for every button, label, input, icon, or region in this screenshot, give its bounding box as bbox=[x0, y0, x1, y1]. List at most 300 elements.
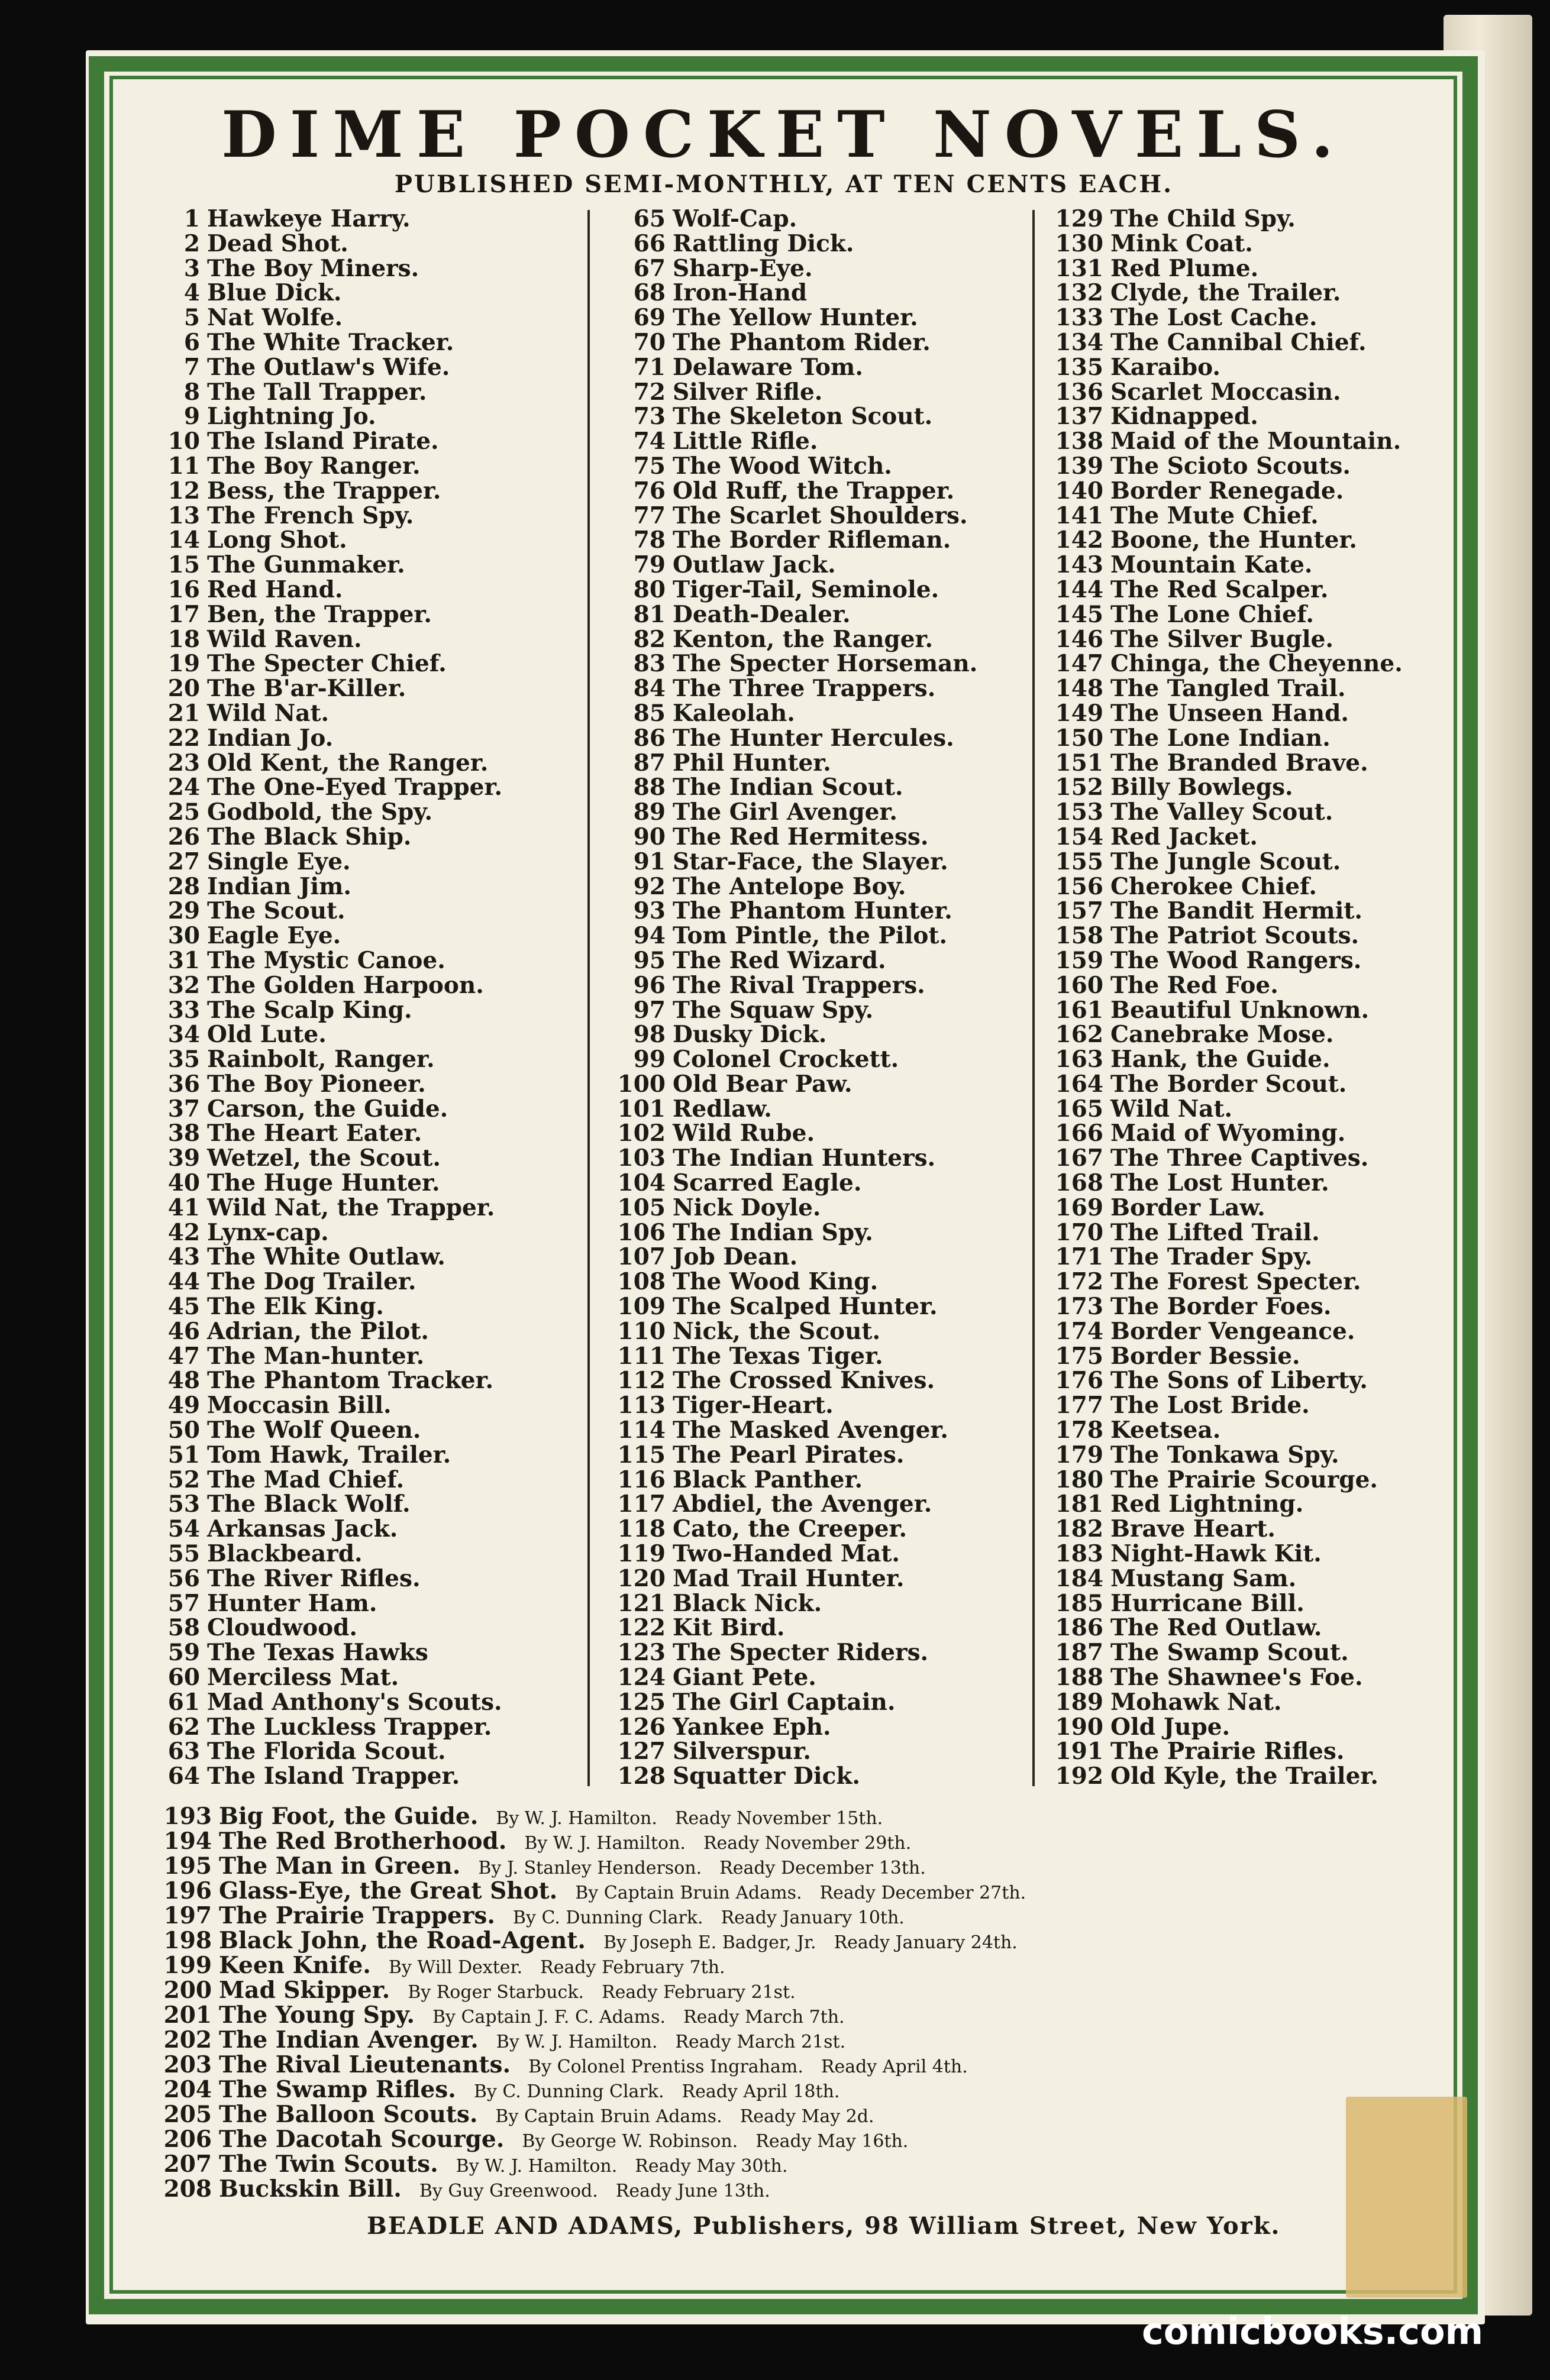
item-title: Tiger-Tail, Seminole. bbox=[673, 575, 939, 603]
item-number: 35 bbox=[167, 1046, 200, 1073]
item-title: Boone, the Hunter. bbox=[1110, 526, 1358, 554]
item-title: The Lone Chief. bbox=[1110, 600, 1314, 628]
column-divider bbox=[1032, 210, 1035, 1786]
list-item bbox=[1038, 775, 1403, 800]
item-number: 11 bbox=[167, 452, 200, 480]
item-number: 178 bbox=[1055, 1417, 1103, 1444]
item-title: Outlaw Jack. bbox=[673, 551, 836, 579]
item-title: Old Jupe. bbox=[1110, 1713, 1231, 1741]
item-author: By Captain Bruin Adams. bbox=[575, 1883, 802, 1903]
item-title: The Heart Eater. bbox=[207, 1120, 422, 1147]
list-item bbox=[606, 1690, 977, 1715]
item-number: 97 bbox=[633, 996, 666, 1024]
item-number: 134 bbox=[1055, 328, 1103, 356]
list-item bbox=[159, 528, 502, 553]
item-title: Iron-Hand bbox=[673, 279, 808, 307]
item-author: By Guy Greenwood. bbox=[419, 2181, 598, 2201]
item-number: 56 bbox=[167, 1564, 200, 1592]
list-item bbox=[606, 775, 977, 800]
list-item bbox=[159, 207, 502, 232]
item-title: The Forest Specter. bbox=[1110, 1268, 1361, 1296]
item-title: Old Ruff, the Trapper. bbox=[673, 477, 955, 505]
item-title: Carson, the Guide. bbox=[207, 1095, 448, 1123]
list-item bbox=[1038, 751, 1403, 776]
item-title: Glass-Eye, the Great Shot. bbox=[219, 1877, 558, 1904]
item-title: The Indian Scout. bbox=[673, 774, 903, 801]
item-number: 70 bbox=[633, 328, 666, 356]
list-item bbox=[606, 254, 977, 282]
item-title: The Lifted Trail. bbox=[1110, 1218, 1320, 1246]
item-number: 122 bbox=[617, 1614, 666, 1642]
item-number: 119 bbox=[617, 1540, 666, 1568]
item-number: 78 bbox=[633, 526, 666, 554]
item-title: The Sons of Liberty. bbox=[1110, 1367, 1368, 1395]
forthcoming-item bbox=[159, 1978, 1026, 2003]
item-number: 59 bbox=[167, 1639, 200, 1667]
item-number: 64 bbox=[167, 1763, 200, 1790]
item-number: 153 bbox=[1055, 798, 1103, 826]
item-number: 118 bbox=[617, 1515, 666, 1543]
list-item bbox=[1038, 1146, 1403, 1171]
item-title: The Girl Captain. bbox=[673, 1688, 896, 1716]
item-title: The Three Trappers. bbox=[673, 675, 936, 703]
item-title: The Young Spy. bbox=[219, 2001, 415, 2029]
item-number: 105 bbox=[617, 1194, 666, 1221]
item-title: Indian Jim. bbox=[207, 872, 351, 900]
item-number: 100 bbox=[617, 1070, 666, 1098]
list-item bbox=[159, 405, 502, 429]
list-item bbox=[159, 825, 502, 850]
list-item bbox=[606, 971, 977, 999]
list-item bbox=[1038, 1393, 1403, 1418]
item-ready-date: Ready March 7th. bbox=[683, 2007, 845, 2027]
item-title: Cloudwood. bbox=[207, 1614, 357, 1642]
item-title: The Girl Avenger. bbox=[673, 798, 897, 826]
list-item bbox=[159, 454, 502, 479]
item-title: The Boy Ranger. bbox=[207, 452, 421, 480]
item-title: The Huge Hunter. bbox=[207, 1169, 440, 1197]
list-item bbox=[1038, 946, 1403, 974]
list-item bbox=[606, 1171, 977, 1196]
item-title: Single Eye. bbox=[207, 848, 351, 875]
item-number: 48 bbox=[167, 1367, 200, 1395]
list-item bbox=[606, 454, 977, 479]
item-title: Black John, the Road-Agent. bbox=[219, 1927, 586, 1954]
item-number: 162 bbox=[1055, 1021, 1103, 1049]
item-title: Little Rifle. bbox=[673, 428, 818, 455]
list-item bbox=[1038, 207, 1403, 232]
list-item bbox=[159, 1715, 502, 1740]
list-item bbox=[606, 1715, 977, 1740]
item-title: The Patriot Scouts. bbox=[1110, 922, 1360, 950]
item-title: Cato, the Creeper. bbox=[673, 1515, 908, 1543]
item-number: 52 bbox=[167, 1466, 200, 1493]
list-item bbox=[1038, 998, 1403, 1023]
item-number: 99 bbox=[633, 1046, 666, 1073]
forthcoming-item bbox=[159, 2077, 1026, 2102]
item-number: 102 bbox=[617, 1120, 666, 1147]
item-title: Kenton, the Ranger. bbox=[673, 625, 934, 653]
item-number: 41 bbox=[167, 1194, 200, 1221]
list-item bbox=[159, 946, 502, 974]
item-title: Squatter Dick. bbox=[673, 1763, 861, 1790]
item-title: The B'ar-Killer. bbox=[207, 675, 406, 703]
item-number: 200 bbox=[163, 1977, 212, 2004]
item-title: Scarlet Moccasin. bbox=[1110, 378, 1341, 406]
item-title: Godbold, the Spy. bbox=[207, 798, 433, 826]
list-item bbox=[606, 1317, 977, 1345]
list-item bbox=[1038, 1418, 1403, 1443]
forthcoming-item bbox=[159, 1878, 1026, 1903]
item-title: The Black Ship. bbox=[207, 823, 412, 851]
item-title: The French Spy. bbox=[207, 502, 414, 529]
list-item bbox=[606, 229, 977, 257]
list-item bbox=[606, 1146, 977, 1171]
item-title: The Black Wolf. bbox=[207, 1490, 411, 1518]
item-number: 1 bbox=[183, 205, 200, 232]
list-item bbox=[606, 850, 977, 875]
item-number: 143 bbox=[1055, 551, 1103, 579]
item-title: Abdiel, the Avenger. bbox=[673, 1490, 932, 1518]
item-number: 188 bbox=[1055, 1664, 1103, 1692]
item-title: Beautiful Unknown. bbox=[1110, 996, 1370, 1024]
item-number: 108 bbox=[617, 1268, 666, 1296]
item-title: Ben, the Trapper. bbox=[207, 600, 432, 628]
item-title: Mustang Sam. bbox=[1110, 1564, 1297, 1592]
item-title: The Tangled Trail. bbox=[1110, 675, 1346, 703]
forthcoming-item bbox=[159, 1953, 1026, 1978]
item-number: 166 bbox=[1055, 1120, 1103, 1147]
list-item bbox=[606, 1023, 977, 1047]
item-ready-date: Ready March 21st. bbox=[675, 2032, 846, 2052]
item-number: 101 bbox=[617, 1095, 666, 1123]
list-item bbox=[606, 1072, 977, 1097]
item-title: Karaibo. bbox=[1110, 353, 1220, 381]
item-number: 181 bbox=[1055, 1490, 1103, 1518]
item-title: The Border Scout. bbox=[1110, 1070, 1347, 1098]
list-item bbox=[1038, 1344, 1403, 1369]
item-title: Mad Skipper. bbox=[219, 1977, 390, 2004]
item-number: 86 bbox=[633, 724, 666, 752]
item-title: Redlaw. bbox=[673, 1095, 772, 1123]
list-item bbox=[1038, 553, 1403, 578]
item-number: 24 bbox=[167, 774, 200, 801]
list-item bbox=[606, 625, 977, 653]
list-item bbox=[606, 825, 977, 850]
item-number: 137 bbox=[1055, 403, 1103, 431]
item-title: The Specter Chief. bbox=[207, 650, 447, 678]
item-title: Blackbeard. bbox=[207, 1540, 363, 1568]
item-author: By C. Dunning Clark. bbox=[473, 2081, 664, 2102]
item-number: 69 bbox=[633, 304, 666, 332]
item-number: 75 bbox=[633, 452, 666, 480]
item-title: The Bandit Hermit. bbox=[1110, 897, 1362, 925]
item-title: Tom Pintle, the Pilot. bbox=[673, 922, 948, 950]
list-item bbox=[1038, 1616, 1403, 1641]
item-title: The Rival Trappers. bbox=[673, 971, 925, 999]
list-item bbox=[159, 1492, 502, 1517]
item-title: Buckskin Bill. bbox=[219, 2175, 402, 2203]
item-title: Tom Hawk, Trailer. bbox=[207, 1441, 451, 1469]
item-title: The Indian Hunters. bbox=[673, 1144, 936, 1172]
item-title: Wetzel, the Scout. bbox=[207, 1144, 441, 1172]
item-title: Mink Coat. bbox=[1110, 229, 1253, 257]
item-title: Maid of the Mountain. bbox=[1110, 428, 1402, 455]
item-number: 123 bbox=[617, 1639, 666, 1667]
item-number: 115 bbox=[617, 1441, 666, 1469]
item-number: 32 bbox=[167, 971, 200, 999]
list-item bbox=[159, 1369, 502, 1393]
item-number: 194 bbox=[163, 1828, 212, 1855]
item-number: 151 bbox=[1055, 749, 1103, 777]
item-number: 62 bbox=[167, 1713, 200, 1741]
item-number: 164 bbox=[1055, 1070, 1103, 1098]
list-item bbox=[1038, 380, 1403, 405]
item-title: Dead Shot. bbox=[207, 229, 348, 257]
item-number: 159 bbox=[1055, 946, 1103, 974]
item-title: Nat Wolfe. bbox=[207, 304, 343, 332]
item-number: 66 bbox=[633, 229, 666, 257]
list-item bbox=[159, 677, 502, 701]
item-number: 163 bbox=[1055, 1046, 1103, 1073]
item-title: Star-Face, the Slayer. bbox=[673, 848, 948, 875]
item-number: 42 bbox=[167, 1218, 200, 1246]
list-item bbox=[606, 1589, 977, 1617]
item-number: 47 bbox=[167, 1342, 200, 1370]
item-title: Hank, the Guide. bbox=[1110, 1046, 1331, 1073]
list-item bbox=[159, 1666, 502, 1690]
list-item bbox=[606, 1047, 977, 1072]
list-item bbox=[606, 998, 977, 1023]
item-number: 22 bbox=[167, 724, 200, 752]
item-title: The Lost Hunter. bbox=[1110, 1169, 1329, 1197]
list-item bbox=[606, 1344, 977, 1369]
item-title: Merciless Mat. bbox=[207, 1664, 399, 1692]
item-title: Clyde, the Trailer. bbox=[1110, 279, 1341, 307]
item-author: By Captain J. F. C. Adams. bbox=[432, 2007, 666, 2027]
list-item bbox=[1038, 1270, 1403, 1295]
item-title: The Wood King. bbox=[673, 1268, 879, 1296]
list-item bbox=[606, 1468, 977, 1493]
item-number: 92 bbox=[633, 872, 666, 900]
item-number: 186 bbox=[1055, 1614, 1103, 1642]
item-title: The Jungle Scout. bbox=[1110, 848, 1341, 875]
item-title: The Island Pirate. bbox=[207, 428, 439, 455]
item-number: 3 bbox=[183, 254, 200, 282]
item-number: 191 bbox=[1055, 1738, 1103, 1765]
item-number: 13 bbox=[167, 502, 200, 529]
item-title: The Island Trapper. bbox=[207, 1763, 460, 1790]
item-title: Job Dean. bbox=[673, 1243, 798, 1271]
item-title: The Mute Chief. bbox=[1110, 502, 1319, 529]
list-item bbox=[159, 328, 502, 356]
item-title: The Hunter Hercules. bbox=[673, 724, 954, 752]
item-author: By C. Dunning Clark. bbox=[512, 1907, 703, 1928]
item-number: 150 bbox=[1055, 724, 1103, 752]
forthcoming-item bbox=[159, 2102, 1026, 2127]
list-item bbox=[606, 1443, 977, 1468]
list-item bbox=[1038, 405, 1403, 429]
item-title: Border Renegade. bbox=[1110, 477, 1344, 505]
title-list-column-1 bbox=[159, 207, 502, 1789]
item-number: 147 bbox=[1055, 650, 1103, 678]
forthcoming-item bbox=[159, 2003, 1026, 2027]
item-title: The Antelope Boy. bbox=[673, 872, 906, 900]
item-title: The River Rifles. bbox=[207, 1564, 421, 1592]
item-number: 148 bbox=[1055, 675, 1103, 703]
list-item bbox=[159, 1023, 502, 1047]
item-title: The Red Outlaw. bbox=[1110, 1614, 1322, 1642]
list-item bbox=[1038, 1023, 1403, 1047]
item-title: The Rival Lieutenants. bbox=[219, 2051, 511, 2078]
item-number: 199 bbox=[163, 1952, 212, 1979]
item-title: The Scalp King. bbox=[207, 996, 412, 1024]
item-number: 79 bbox=[633, 551, 666, 579]
item-number: 9 bbox=[183, 403, 200, 431]
forthcoming-item bbox=[159, 2127, 1026, 2152]
item-number: 167 bbox=[1055, 1144, 1103, 1172]
list-item bbox=[606, 306, 977, 331]
item-title: The Indian Spy. bbox=[673, 1218, 873, 1246]
item-title: The Swamp Rifles. bbox=[219, 2076, 456, 2103]
item-title: Wolf-Cap. bbox=[673, 205, 797, 232]
list-item bbox=[159, 1589, 502, 1617]
item-number: 12 bbox=[167, 477, 200, 505]
item-number: 111 bbox=[617, 1342, 666, 1370]
item-number: 196 bbox=[163, 1877, 212, 1904]
item-number: 60 bbox=[167, 1664, 200, 1692]
list-item bbox=[159, 1517, 502, 1542]
item-number: 83 bbox=[633, 650, 666, 678]
item-number: 142 bbox=[1055, 526, 1103, 554]
list-item bbox=[606, 1097, 977, 1122]
item-number: 107 bbox=[617, 1243, 666, 1271]
list-item bbox=[1038, 1369, 1403, 1393]
item-number: 5 bbox=[183, 304, 200, 332]
item-title: Black Panther. bbox=[673, 1466, 863, 1493]
item-title: The Swamp Scout. bbox=[1110, 1639, 1349, 1667]
item-number: 36 bbox=[167, 1070, 200, 1098]
item-number: 165 bbox=[1055, 1095, 1103, 1123]
item-number: 168 bbox=[1055, 1169, 1103, 1197]
item-number: 184 bbox=[1055, 1564, 1103, 1592]
item-title: The Specter Horseman. bbox=[673, 650, 978, 678]
item-number: 37 bbox=[167, 1095, 200, 1123]
forthcoming-item bbox=[159, 2052, 1026, 2077]
item-title: Mad Trail Hunter. bbox=[673, 1564, 905, 1592]
item-number: 132 bbox=[1055, 279, 1103, 307]
item-number: 63 bbox=[167, 1738, 200, 1765]
item-number: 15 bbox=[167, 551, 200, 579]
item-title: The Wood Rangers. bbox=[1110, 946, 1362, 974]
list-item bbox=[159, 1468, 502, 1493]
item-number: 156 bbox=[1055, 872, 1103, 900]
list-item bbox=[1038, 800, 1403, 825]
item-number: 87 bbox=[633, 749, 666, 777]
item-number: 89 bbox=[633, 798, 666, 826]
list-item bbox=[1038, 1218, 1403, 1246]
item-title: Chinga, the Cheyenne. bbox=[1110, 650, 1403, 678]
item-title: The Trader Spy. bbox=[1110, 1243, 1313, 1271]
item-number: 84 bbox=[633, 675, 666, 703]
list-item bbox=[1038, 254, 1403, 282]
item-number: 129 bbox=[1055, 205, 1103, 232]
item-ready-date: Ready January 10th. bbox=[721, 1907, 905, 1928]
item-title: Mad Anthony's Scouts. bbox=[207, 1688, 502, 1716]
item-title: Indian Jo. bbox=[207, 724, 334, 752]
item-number: 182 bbox=[1055, 1515, 1103, 1543]
list-item bbox=[1038, 1295, 1403, 1320]
item-title: The White Tracker. bbox=[207, 328, 454, 356]
list-item bbox=[159, 479, 502, 504]
list-item bbox=[1038, 899, 1403, 924]
item-title: Dusky Dick. bbox=[673, 1021, 827, 1049]
item-number: 198 bbox=[163, 1927, 212, 1954]
item-title: The Elk King. bbox=[207, 1293, 384, 1321]
item-title: The Balloon Scouts. bbox=[219, 2101, 478, 2128]
item-author: By W. J. Hamilton. bbox=[524, 1833, 686, 1854]
list-item bbox=[159, 504, 502, 529]
item-title: The Wolf Queen. bbox=[207, 1417, 421, 1444]
item-title: Phil Hunter. bbox=[673, 749, 831, 777]
list-item bbox=[159, 306, 502, 331]
item-title: The Boy Pioneer. bbox=[207, 1070, 426, 1098]
list-item bbox=[159, 652, 502, 677]
item-title: Death-Dealer. bbox=[673, 600, 851, 628]
item-number: 4 bbox=[183, 279, 200, 307]
list-item bbox=[606, 924, 977, 949]
list-item bbox=[159, 1196, 502, 1221]
watermark: comicbooks.com bbox=[1142, 2310, 1484, 2353]
item-author: By W. J. Hamilton. bbox=[456, 2156, 618, 2177]
list-item bbox=[159, 575, 502, 603]
item-number: 91 bbox=[633, 848, 666, 875]
item-ready-date: Ready February 7th. bbox=[540, 1957, 725, 1978]
item-title: The Cannibal Chief. bbox=[1110, 328, 1367, 356]
item-number: 113 bbox=[617, 1392, 666, 1419]
item-title: Giant Pete. bbox=[673, 1664, 816, 1692]
item-number: 193 bbox=[163, 1803, 212, 1830]
list-item bbox=[1038, 1072, 1403, 1097]
item-title: Brave Heart. bbox=[1110, 1515, 1275, 1543]
item-title: The Border Rifleman. bbox=[673, 526, 951, 554]
list-item bbox=[606, 1369, 977, 1393]
item-title: The Golden Harpoon. bbox=[207, 971, 484, 999]
item-title: The Specter Riders. bbox=[673, 1639, 929, 1667]
item-title: Keen Knife. bbox=[219, 1952, 371, 1979]
item-number: 145 bbox=[1055, 600, 1103, 628]
item-title: The Texas Hawks bbox=[207, 1639, 428, 1667]
list-item bbox=[159, 1542, 502, 1567]
list-item bbox=[1038, 850, 1403, 875]
forthcoming-item bbox=[159, 1829, 1026, 1854]
item-number: 203 bbox=[163, 2051, 212, 2078]
item-title: Nick, the Scout. bbox=[673, 1317, 881, 1345]
list-item bbox=[1038, 328, 1403, 356]
item-number: 23 bbox=[167, 749, 200, 777]
list-item bbox=[606, 800, 977, 825]
list-item bbox=[606, 1764, 977, 1789]
list-item bbox=[159, 998, 502, 1023]
item-author: By Captain Bruin Adams. bbox=[495, 2106, 722, 2127]
item-author: By W. J. Hamilton. bbox=[496, 1808, 657, 1829]
item-number: 16 bbox=[167, 575, 200, 603]
item-title: Long Shot. bbox=[207, 526, 347, 554]
item-title: Delaware Tom. bbox=[673, 353, 863, 381]
item-ready-date: Ready April 18th. bbox=[682, 2081, 840, 2102]
item-number: 98 bbox=[633, 1021, 666, 1049]
list-item bbox=[1038, 479, 1403, 504]
